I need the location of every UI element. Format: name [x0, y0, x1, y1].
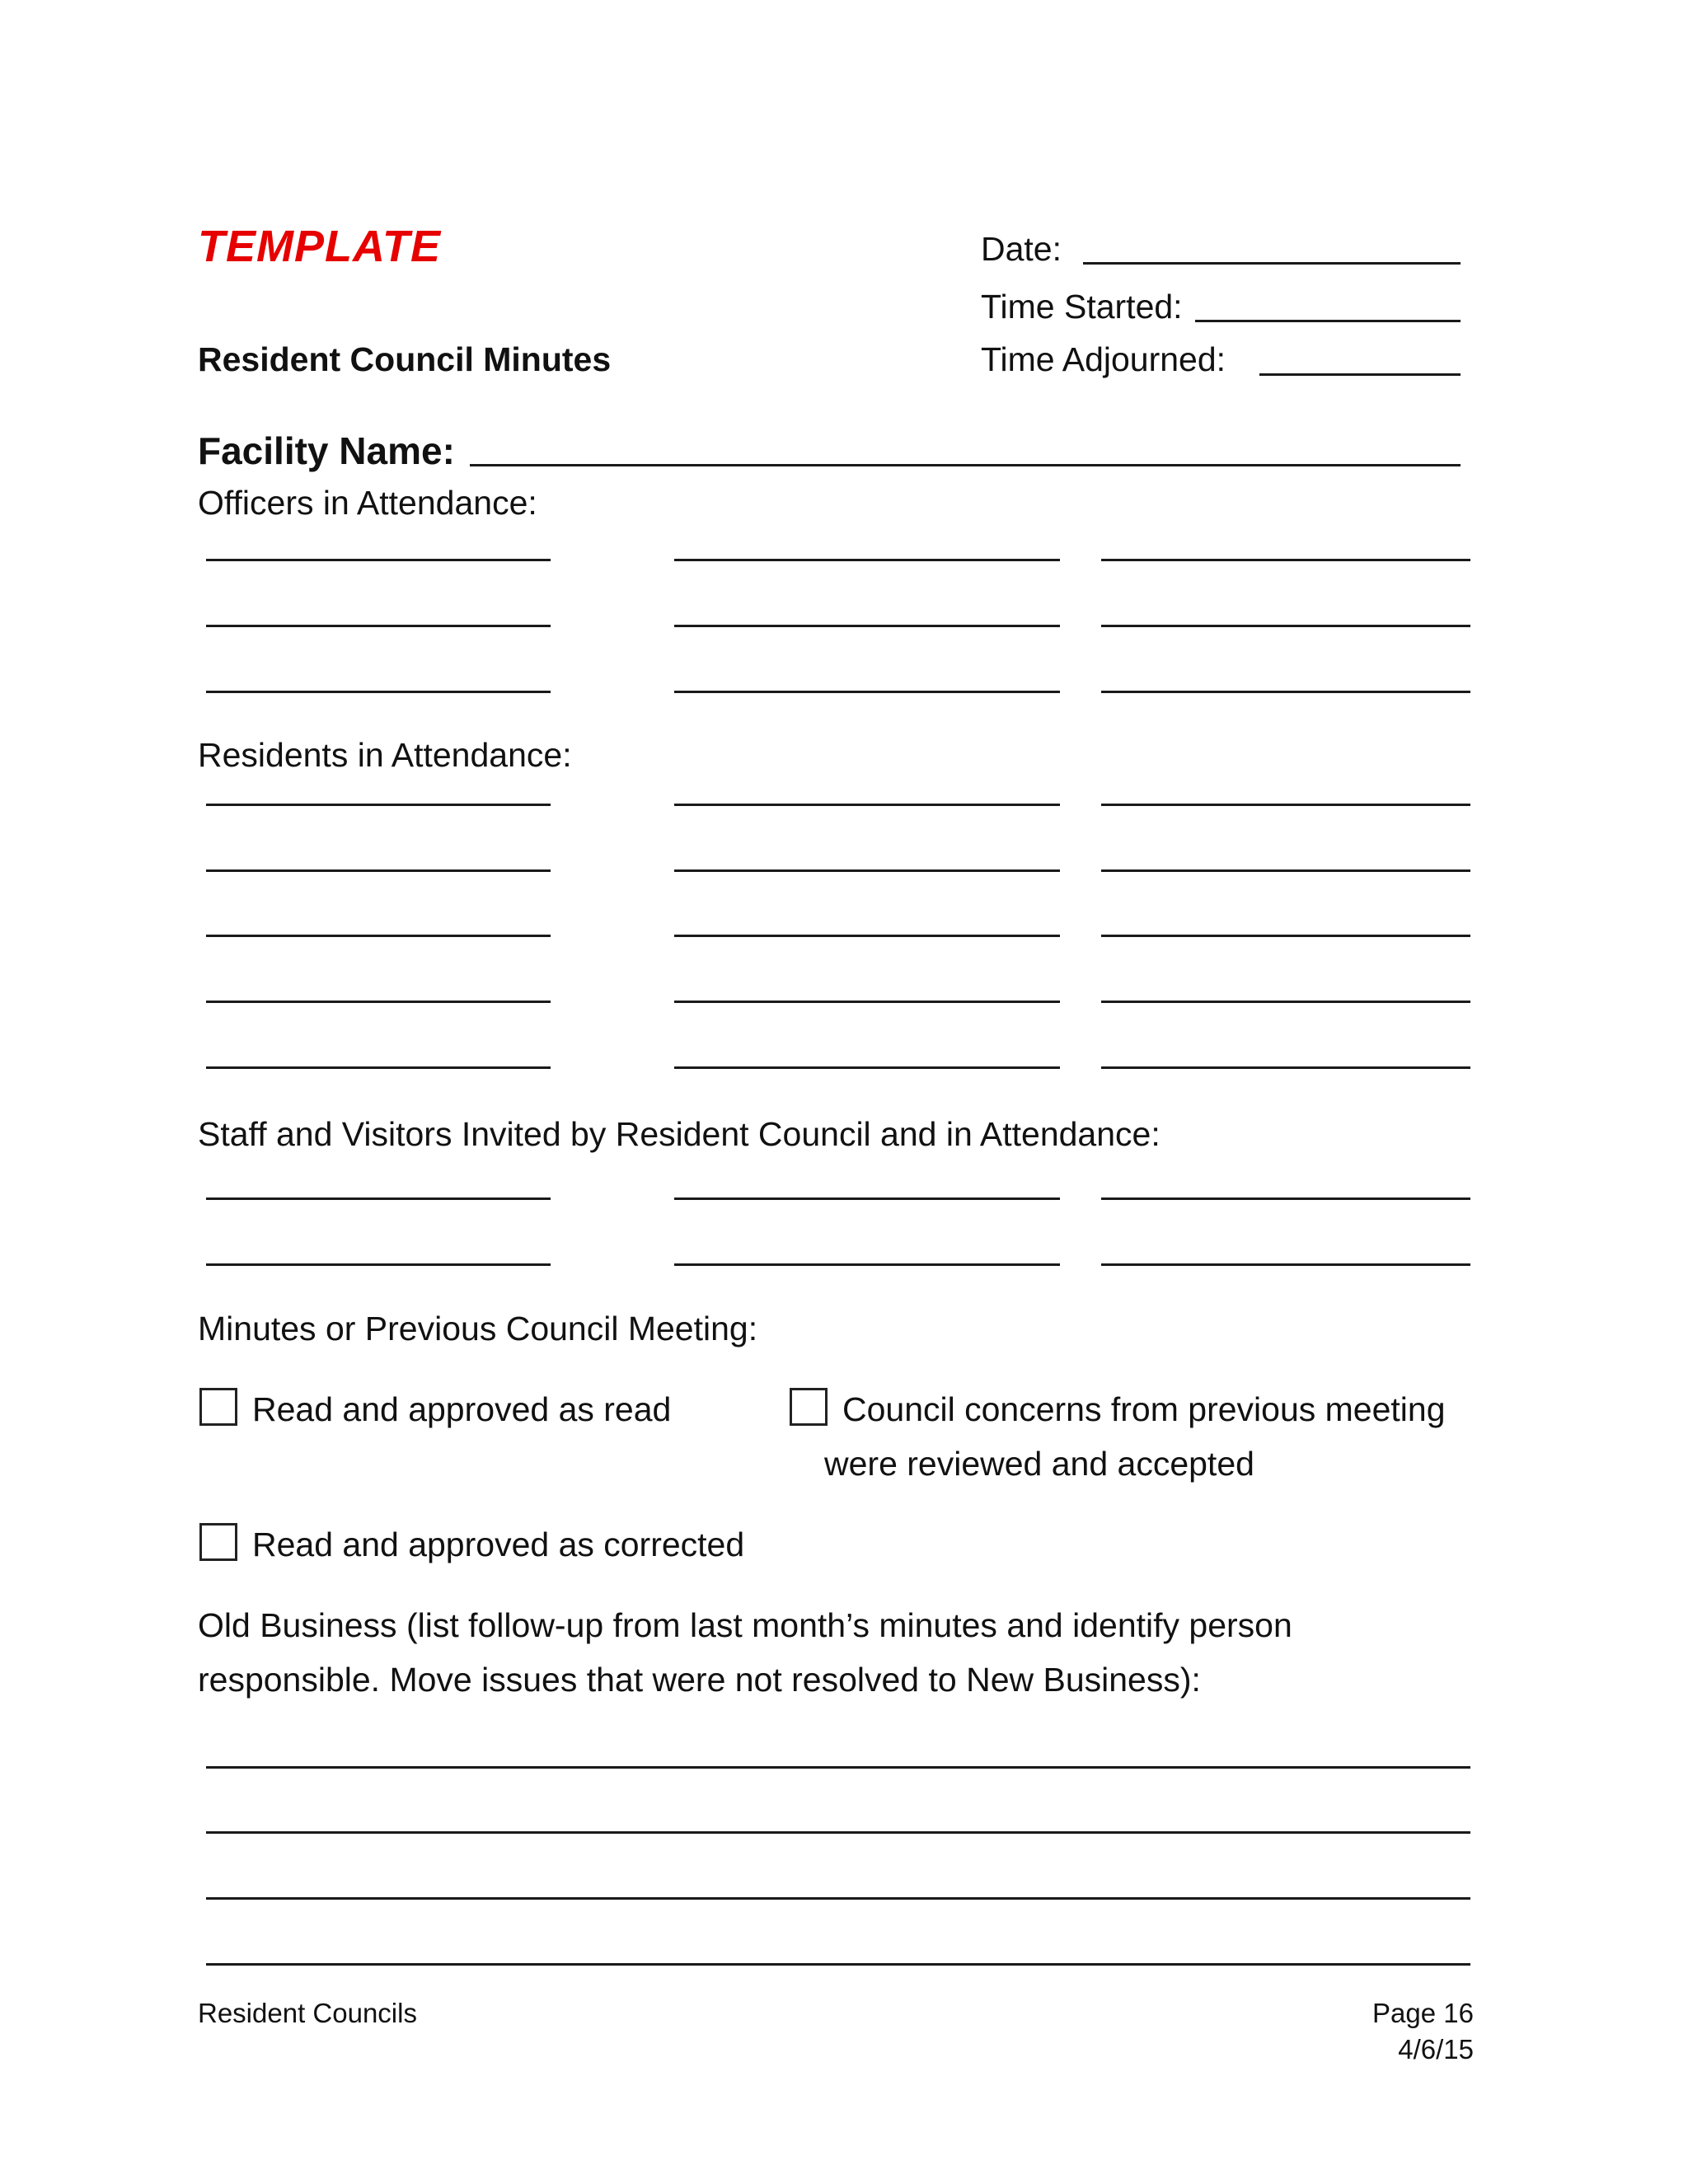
officer-field[interactable]	[1101, 691, 1470, 693]
footer-date: 4/6/15	[1398, 2034, 1474, 2064]
resident-field[interactable]	[674, 1001, 1060, 1003]
time-started-label: Time Started:	[981, 288, 1183, 326]
resident-field[interactable]	[1101, 1066, 1470, 1069]
resident-field[interactable]	[206, 804, 551, 806]
officer-field[interactable]	[1101, 625, 1470, 627]
facility-name-field[interactable]	[470, 464, 1461, 466]
old-business-text-line2: responsible. Move issues that were not resolved to New Business):	[198, 1661, 1201, 1699]
officer-field[interactable]	[674, 559, 1060, 561]
officer-field[interactable]	[674, 691, 1060, 693]
staff-field[interactable]	[1101, 1263, 1470, 1266]
resident-field[interactable]	[674, 804, 1060, 806]
read-corrected-checkbox[interactable]	[199, 1523, 237, 1561]
read-approved-label: Read and approved as read	[252, 1390, 672, 1428]
resident-field[interactable]	[674, 935, 1060, 937]
facility-name-label: Facility Name:	[198, 429, 455, 472]
time-started-field[interactable]	[1195, 320, 1461, 322]
officer-field[interactable]	[674, 625, 1060, 627]
council-concerns-label-line1: Council concerns from previous meeting	[842, 1390, 1446, 1428]
old-business-field[interactable]	[206, 1897, 1470, 1900]
staff-field[interactable]	[206, 1263, 551, 1266]
old-business-field[interactable]	[206, 1766, 1470, 1769]
staff-heading: Staff and Visitors Invited by Resident Council and in Attendance:	[198, 1115, 1160, 1153]
footer-left: Resident Councils	[198, 1998, 417, 2028]
residents-heading: Residents in Attendance:	[198, 736, 572, 774]
old-business-field[interactable]	[206, 1963, 1470, 1966]
staff-field[interactable]	[674, 1263, 1060, 1266]
old-business-text-line1: Old Business (list follow-up from last month’s minutes and identify person	[198, 1606, 1292, 1644]
resident-field[interactable]	[206, 935, 551, 937]
officer-field[interactable]	[206, 625, 551, 627]
resident-field[interactable]	[206, 1001, 551, 1003]
resident-field[interactable]	[1101, 869, 1470, 872]
staff-field[interactable]	[206, 1197, 551, 1200]
page-title: Resident Council Minutes	[198, 340, 612, 378]
resident-field[interactable]	[674, 869, 1060, 872]
read-approved-checkbox[interactable]	[199, 1388, 237, 1426]
resident-field[interactable]	[1101, 804, 1470, 806]
minutes-heading: Minutes or Previous Council Meeting:	[198, 1310, 758, 1347]
resident-field[interactable]	[206, 1066, 551, 1069]
resident-field[interactable]	[674, 1066, 1060, 1069]
resident-field[interactable]	[1101, 935, 1470, 937]
officer-field[interactable]	[206, 691, 551, 693]
time-adjourned-label: Time Adjourned:	[981, 340, 1226, 378]
officer-field[interactable]	[206, 559, 551, 561]
read-corrected-label: Read and approved as corrected	[252, 1526, 745, 1563]
council-concerns-label-line2: were reviewed and accepted	[824, 1445, 1254, 1483]
officer-field[interactable]	[1101, 559, 1470, 561]
resident-field[interactable]	[206, 869, 551, 872]
old-business-field[interactable]	[206, 1831, 1470, 1834]
date-label: Date:	[981, 230, 1062, 268]
date-field[interactable]	[1083, 262, 1461, 265]
staff-field[interactable]	[1101, 1197, 1470, 1200]
time-adjourned-field[interactable]	[1259, 373, 1461, 376]
footer-page-number: Page 16	[1372, 1998, 1474, 2028]
council-concerns-checkbox[interactable]	[790, 1388, 828, 1426]
resident-field[interactable]	[1101, 1001, 1470, 1003]
template-label: TEMPLATE	[198, 222, 441, 271]
officers-heading: Officers in Attendance:	[198, 484, 537, 522]
staff-field[interactable]	[674, 1197, 1060, 1200]
